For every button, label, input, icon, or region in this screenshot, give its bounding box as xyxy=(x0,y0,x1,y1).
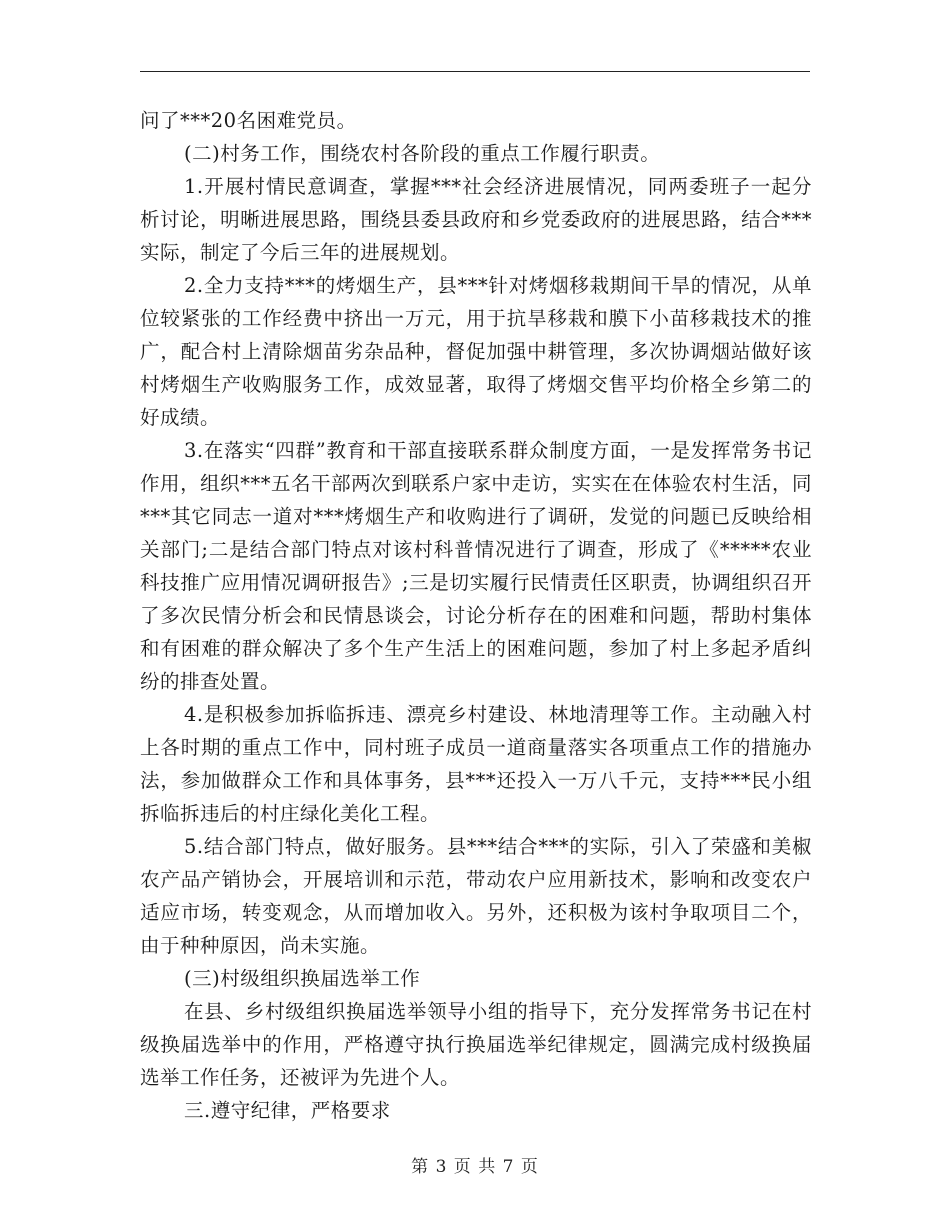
paragraph-item-1: 1.开展村情民意调查，掌握***社会经济进展情况，同两委班子一起分析讨论，明晰进展思路，围绕县委县政府和乡党委政府的进展思路，结合***实际，制定了今后三年的进展规划。 xyxy=(140,175,812,264)
paragraph-item-3: 3.在落实“四群”教育和干部直接联系群众制度方面，一是发挥常务书记作用，组织***五名干部两次到联系户家中走访，实实在在体验农村生活，同***其它同志一道对***烤烟生产和收购进行了调研，发觉的问题已反映给相关部门;二是结合部门特点对该村科普情况进行了调查，形成了《*****农业科技推广应用情况调研报告》;三是切实履行民情责任区职责，协调组织召开了多次民情分析会和民情恳谈会，讨论分析存在的困难和问题，帮助村集体和有困难的群众解决了多个生产生活上的困难问题，参加了村上多起矛盾纠纷的排查处置。 xyxy=(140,439,812,693)
section-heading-discipline: 三.遵守纪律，严格要求 xyxy=(184,1099,391,1122)
section-heading-election: (三)村级组织换届选举工作 xyxy=(184,967,421,990)
paragraph-election: 在县、乡村级组织换届选举领导小组的指导下，充分发挥常务书记在村级换届选举中的作用，严格遵守执行换届选举纪律规定，圆满完成村级换届选举工作任务，还被评为先进个人。 xyxy=(140,1000,812,1089)
paragraph-item-2: 2.全力支持***的烤烟生产，县***针对烤烟移栽期间干旱的情况，从单位较紧张的工作经费中挤出一万元，用于抗旱移栽和膜下小苗移栽技术的推广，配合村上清除烟苗劣杂品种，督促加强中耕管理，多次协调烟站做好该村烤烟生产收购服务工作，成效显著，取得了烤烟交售平均价格全乡第二的好成绩。 xyxy=(140,274,812,429)
paragraph-item-4: 4.是积极参加拆临拆违、漂亮乡村建设、林地清理等工作。主动融入村上各时期的重点工作中，同村班子成员一道商量落实各项重点工作的措施办法，参加做群众工作和具体事务，县***还投入一万八千元，支持***民小组拆临拆违后的村庄绿化美化工程。 xyxy=(140,703,812,825)
header-divider xyxy=(140,71,810,72)
paragraph-item-5: 5.结合部门特点，做好服务。县***结合***的实际，引入了荣盛和美椒农产品产销协会，开展培训和示范，带动农户应用新技术，影响和改变农户适应市场，转变观念，从而增加收入。另外，还积极为该村争取项目二个，由于种种原因，尚未实施。 xyxy=(140,835,812,957)
document-body xyxy=(140,104,812,1127)
section-heading-village-affairs: (二)村务工作，围绕农村各阶段的重点工作履行职责。 xyxy=(184,142,661,165)
page-number-footer: 第 3 页 共 7 页 xyxy=(411,1157,539,1177)
paragraph-continuation: 问了***20名困难党员。 xyxy=(140,109,357,132)
